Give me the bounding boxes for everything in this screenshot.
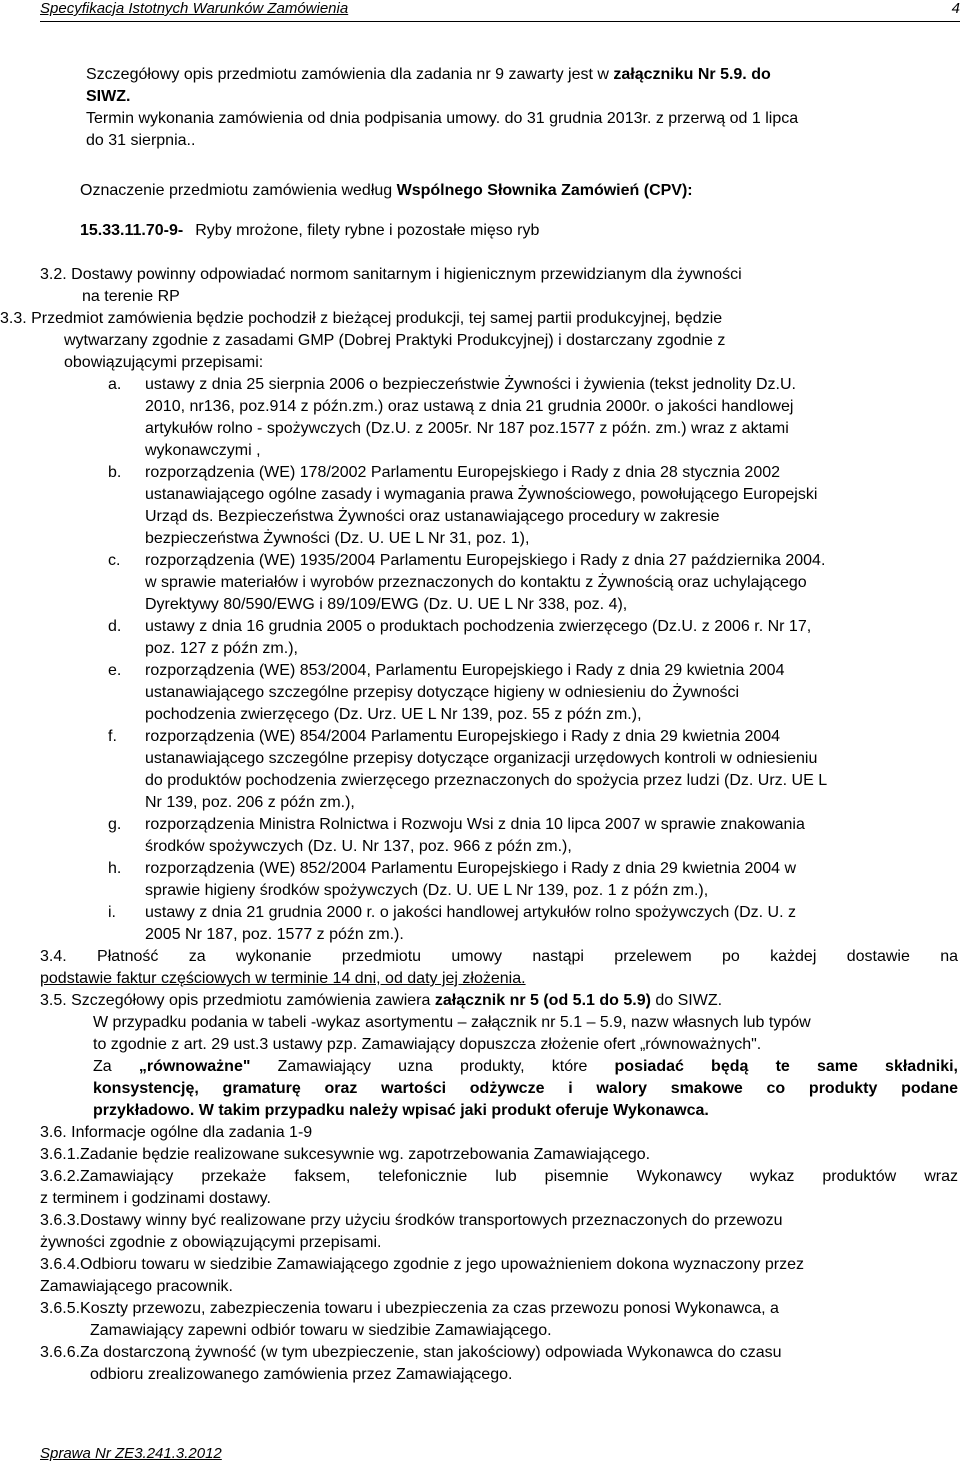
s35-line-2: W przypadku podania w tabeli -wykaz asortymentu – załącznik nr 5.1 – 5.9, nazw własnych lub typów [93, 1014, 811, 1031]
s33-line-2: wytwarzany zgodnie z zasadami GMP (Dobrej Praktyki Produkcyjnej) i dostarczany zgodnie z [64, 332, 726, 349]
s36-line-9: 3.6.5.Koszty przewozu, zabezpieczenia towaru i ubezpieczenia za czas przewozu ponosi Wykonawca, a [40, 1300, 779, 1317]
s36-line-7: 3.6.4.Odbioru towaru w siedzibie Zamawiającego zgodnie z jego upoważnieniem dokona wyznaczony przez [40, 1256, 804, 1273]
intro-line-4: do 31 sierpnia.. [86, 132, 196, 149]
header-title: Specyfikacja Istotnych Warunków Zamówienia [40, 0, 349, 17]
item-b-line-3: Urząd ds. Bezpieczeństwa Żywności oraz ustanawiającego procedury w zakresie [145, 508, 720, 525]
s33-line-3: obowiązującymi przepisami: [64, 354, 264, 371]
item-b-line-1: rozporządzenia (WE) 178/2002 Parlamentu Europejskiego i Rady z dnia 28 stycznia 2002 [145, 464, 781, 481]
s35-text: 3.5. Szczegółowy opis przedmiotu zamówienia zawiera [40, 992, 435, 1009]
item-a-line-4: wykonawczymi , [145, 442, 261, 459]
item-g-line-1: rozporządzenia Ministra Rolnictwa i Rozwoju Wsi z dnia 10 lipca 2007 w sprawie znakowania [145, 816, 805, 833]
item-f-line-3: do produktów pochodzenia zwierzęcego przeznaczonych do spożycia przez ludzi (Dz. Urz. UE L [145, 772, 828, 789]
item-h-letter: h. [108, 860, 122, 877]
item-e-line-1: rozporządzenia (WE) 853/2004, Parlamentu Europejskiego i Rady z dnia 29 kwietnia 2004 [145, 662, 785, 679]
item-e-letter: e. [108, 662, 122, 679]
s36-line-5: 3.6.3.Dostawy winny być realizowane przy użyciu środków transportowych przeznaczonych do przewozu [40, 1212, 783, 1229]
s36-line-1: 3.6. Informacje ogólne dla zadania 1-9 [40, 1124, 313, 1141]
item-i-line-1: ustawy z dnia 21 grudnia 2000 r. o jakości handlowej artykułów rolno spożywczych (Dz. U. z [145, 904, 796, 921]
item-f-line-1: rozporządzenia (WE) 854/2004 Parlamentu Europejskiego i Rady z dnia 29 kwietnia 2004 [145, 728, 781, 745]
s35-line-5: konsystencję, gramaturę oraz wartości odżywcze i walory smakowe co produkty podane [93, 1080, 958, 1097]
item-a-line-2: 2010, nr136, poz.914 z późn.zm.) oraz ustawą z dnia 21 grudnia 2000r. o jakości handlowej [145, 398, 794, 415]
item-c-line-1: rozporządzenia (WE) 1935/2004 Parlamentu Europejskiego i Rady z dnia 27 października 2004. [145, 552, 826, 569]
item-i-letter: i. [108, 904, 116, 921]
s35-line-6: przykładowo. W takim przypadku należy wpisać jaki produkt oferuje Wykonawca. [93, 1102, 709, 1119]
item-a-line-1: ustawy z dnia 25 sierpnia 2006 o bezpieczeństwie Żywności i żywienia (tekst jednolity Dz.U. [145, 376, 796, 393]
cpv-code-line [80, 220, 539, 241]
item-f-letter: f. [108, 728, 117, 745]
item-i-line-2: 2005 Nr 187, poz. 1577 z późn zm.). [145, 926, 404, 943]
s34-line-2: podstawie faktur częściowych w terminie 14 dni, od daty jej złożenia. [40, 970, 526, 987]
s36-line-4: z terminem i godzinami dostawy. [40, 1190, 271, 1207]
s35-line-3: to zgodnie z art. 29 ust.3 ustawy pzp. Zamawiający dopuszcza złożenie ofert „równoważnych". [93, 1036, 762, 1053]
item-d-line-1: ustawy z dnia 16 grudnia 2005 o produktach pochodzenia zwierzęcego (Dz.U. z 2006 r. Nr 17, [145, 618, 812, 635]
intro-line-2: SIWZ. [86, 88, 131, 105]
s34-line-1: 3.4. Płatność za wykonanie przedmiotu umowy nastąpi przelewem po każdej dostawie na [40, 948, 958, 965]
page-number: 4 [951, 0, 960, 17]
s36-line-2: 3.6.1.Zadanie będzie realizowane sukcesywnie wg. zapotrzebowania Zamawiającego. [40, 1146, 651, 1163]
attachment-ref: załączniku Nr 5.9. do [613, 66, 771, 83]
equivalent-term: „równoważne" [138, 1058, 251, 1075]
cpv-label [80, 180, 693, 201]
s36-line-8: Zamawiającego pracownik. [40, 1278, 233, 1295]
s36-line-6: żywności zgodnie z obowiązującymi przepisami. [40, 1234, 382, 1251]
intro-line-1 [86, 64, 771, 85]
cpv-description: Ryby mrożone, filety rybne i pozostałe mięso ryb [195, 222, 540, 239]
item-e-line-3: pochodzenia zwierzęcego (Dz. Urz. UE L Nr 139, poz. 55 z późn zm.), [145, 706, 642, 723]
item-d-letter: d. [108, 618, 122, 635]
intro-line-3: Termin wykonania zamówienia od dnia podpisania umowy. do 31 grudnia 2013r. z przerwą od 1 lipca [86, 110, 799, 127]
s36-line-3: 3.6.2.Zamawiający przekaże faksem, telefonicznie lub pisemnie Wykonawcy wykaz produktów wraz [40, 1168, 958, 1185]
attachment-5-ref: załącznik nr 5 (od 5.1 do 5.9) [434, 992, 651, 1009]
item-c-letter: c. [108, 552, 121, 569]
intro-text: Szczegółowy opis przedmiotu zamówienia dla zadania nr 9 zawarty jest w [86, 66, 614, 83]
item-a-letter: a. [108, 376, 122, 393]
item-c-line-2: w sprawie materiałów i wyrobów przeznaczonych do kontaktu z Żywnością oraz uchylającego [145, 574, 807, 591]
s35-mid: Zamawiający uzna produkty, które [250, 1058, 615, 1075]
item-h-line-1: rozporządzenia (WE) 852/2004 Parlamentu Europejskiego i Rady z dnia 29 kwietnia 2004 w [145, 860, 797, 877]
cpv-code: 15.33.11.70-9- [80, 222, 184, 239]
s36-line-11: 3.6.6.Za dostarczoną żywność (w tym ubezpieczenie, stan jakościowy) odpowiada Wykonawca do czasu [40, 1344, 782, 1361]
item-b-line-2: ustanawiającego ogólne zasady i wymagania prawa Żywnościowego, powołującego Europejski [145, 486, 818, 503]
cpv-label-bold: Wspólnego Słownika Zamówień (CPV): [396, 182, 693, 199]
item-e-line-2: ustanawiającego szczególne przepisy dotyczące higieny w odniesieniu do Żywności [145, 684, 740, 701]
item-f-line-4: Nr 139, poz. 206 z późn zm.), [145, 794, 355, 811]
item-h-line-2: sprawie higieny środków spożywczych (Dz. U. UE L Nr 139, poz. 1 z późn zm.), [145, 882, 709, 899]
item-c-line-3: Dyrektywy 80/590/EWG i 89/109/EWG (Dz. U. UE L Nr 338, poz. 4), [145, 596, 628, 613]
item-f-line-2: ustanawiającego szczególne przepisy dotyczące organizacji urzędowych kontroli w odniesieniu [145, 750, 818, 767]
item-g-letter: g. [108, 816, 122, 833]
s36-line-12: odbioru zrealizowanego zamówienia przez Zamawiającego. [90, 1366, 513, 1383]
item-b-letter: b. [108, 464, 122, 481]
s35-line-1 [40, 990, 722, 1011]
item-a-line-3: artykułów rolno - spożywczych (Dz.U. z 2005r. Nr 187 poz.1577 z późn. zm.) wraz z aktami [145, 420, 789, 437]
s35-bold-1: posiadać będą te same składniki, [614, 1058, 958, 1075]
page-header [40, 0, 960, 22]
s35-text-end: do SIWZ. [650, 992, 723, 1009]
cpv-label-text: Oznaczenie przedmiotu zamówienia według [80, 182, 397, 199]
s36-line-10: Zamawiający zapewni odbiór towaru w siedzibie Zamawiającego. [90, 1322, 552, 1339]
s32-line-2: na terenie RP [82, 288, 180, 305]
header-rule [40, 21, 960, 22]
item-b-line-4: bezpieczeństwa Żywności (Dz. U. UE L Nr 31, poz. 1), [145, 530, 530, 547]
page-footer: Sprawa Nr ZE3.241.3.2012 [40, 1445, 222, 1462]
item-g-line-2: środków spożywczych (Dz. U. Nr 137, poz. 966 z późn zm.), [145, 838, 572, 855]
item-d-line-2: poz. 127 z późn zm.), [145, 640, 298, 657]
s32-line-1: 3.2. Dostawy powinny odpowiadać normom sanitarnym i higienicznym przewidzianym dla żywności [40, 266, 742, 283]
s33-line-1: 3.3. Przedmiot zamówienia będzie pochodził z bieżącej produkcji, tej samej partii produkcyjnej, będzie [0, 310, 723, 327]
s35-za: Za [93, 1058, 139, 1075]
s35-line-4 [93, 1056, 958, 1077]
